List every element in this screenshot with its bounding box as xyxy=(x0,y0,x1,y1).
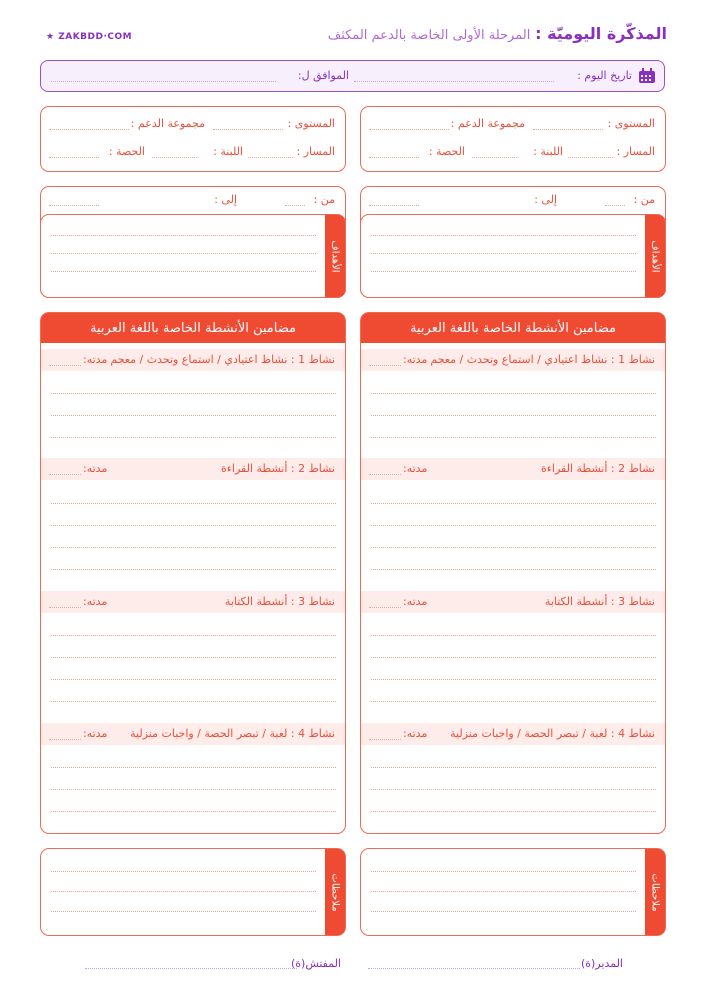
duration-line[interactable] xyxy=(369,739,401,740)
activity-line[interactable] xyxy=(51,525,336,526)
activity-line[interactable] xyxy=(371,503,656,504)
track-label: المسار : xyxy=(296,145,335,158)
duration-line[interactable] xyxy=(369,474,401,475)
goals-line[interactable] xyxy=(371,235,636,236)
activity-line[interactable] xyxy=(371,767,656,768)
goals-line[interactable] xyxy=(51,271,316,272)
to-line[interactable] xyxy=(49,205,99,206)
activity-line[interactable] xyxy=(51,657,336,658)
duration-label: مدته: xyxy=(403,462,428,475)
info-box-right xyxy=(360,106,666,172)
goals-box-left xyxy=(40,186,346,298)
activity-line[interactable] xyxy=(51,547,336,548)
activities-box-right xyxy=(360,312,666,834)
activity-line[interactable] xyxy=(371,415,656,416)
inspector-signature-line[interactable] xyxy=(85,968,297,969)
date-label: تاريخ اليوم : xyxy=(577,69,632,82)
activity-line[interactable] xyxy=(371,393,656,394)
page-title xyxy=(328,24,667,43)
director-label: المدير(ة) xyxy=(580,957,623,970)
from-line[interactable] xyxy=(605,205,625,206)
info-box-left xyxy=(40,106,346,172)
from-label: من : xyxy=(313,193,335,206)
director-signature-line[interactable] xyxy=(368,968,580,969)
corresponding-line[interactable] xyxy=(51,81,276,82)
activity-label: نشاط 3 : أنشطة الكتابة xyxy=(544,595,655,608)
goals-line[interactable] xyxy=(51,253,316,254)
notes-line[interactable] xyxy=(51,891,316,892)
duration-label: مدته: xyxy=(83,462,108,475)
support-group-label: مجموعة الدعم : xyxy=(450,117,525,130)
activity-line[interactable] xyxy=(51,393,336,394)
calendar-icon xyxy=(638,68,656,84)
notes-box-right xyxy=(360,848,666,936)
date-bar xyxy=(40,60,665,92)
goals-area xyxy=(40,214,346,298)
to-label: إلى : xyxy=(214,193,237,206)
activity-line[interactable] xyxy=(51,811,336,812)
level-line[interactable] xyxy=(213,129,283,130)
notes-line[interactable] xyxy=(371,871,636,872)
goals-line[interactable] xyxy=(371,253,636,254)
support-group-line[interactable] xyxy=(49,129,129,130)
notes-box-left xyxy=(40,848,346,936)
session-line[interactable] xyxy=(49,157,99,158)
goals-box-right xyxy=(360,186,666,298)
notes-tab: ملاحظات xyxy=(325,849,345,935)
activity-line[interactable] xyxy=(371,811,656,812)
duration-line[interactable] xyxy=(49,607,81,608)
activities-box-left xyxy=(40,312,346,834)
activities-header: مضامين الأنشطة الخاصة باللغة العربية xyxy=(361,313,665,343)
notes-tab: ملاحظات xyxy=(645,849,665,935)
support-group-line[interactable] xyxy=(369,129,449,130)
level-label: المستوى : xyxy=(287,117,335,130)
activity-line[interactable] xyxy=(51,503,336,504)
activity-line[interactable] xyxy=(371,657,656,658)
from-label: من : xyxy=(633,193,655,206)
activity-line[interactable] xyxy=(371,569,656,570)
session-line[interactable] xyxy=(369,157,419,158)
activity-line[interactable] xyxy=(51,569,336,570)
notes-line[interactable] xyxy=(371,891,636,892)
notes-line[interactable] xyxy=(51,911,316,912)
brick-label: اللبنة : xyxy=(533,145,563,158)
activity-label: نشاط 1 : نشاط اعتيادي / استماع وتحدث / معجم xyxy=(110,353,335,366)
support-group-label: مجموعة الدعم : xyxy=(130,117,205,130)
to-line[interactable] xyxy=(369,205,419,206)
duration-label: مدته: xyxy=(403,595,428,608)
activity-line[interactable] xyxy=(51,415,336,416)
activity-line[interactable] xyxy=(371,635,656,636)
notes-line[interactable] xyxy=(371,911,636,912)
activity-label: نشاط 4 : لعبة / تبصر الحصة / واجبات منزلية xyxy=(130,727,335,740)
brick-line[interactable] xyxy=(472,157,517,158)
brick-label: اللبنة : xyxy=(213,145,243,158)
title-bold: المذكّرة اليوميّة : xyxy=(535,24,667,43)
notes-line[interactable] xyxy=(51,871,316,872)
track-line[interactable] xyxy=(248,157,293,158)
title-sub: المرحلة الأولى الخاصة بالدعم المكثف xyxy=(327,28,531,43)
track-line[interactable] xyxy=(568,157,613,158)
activities-header: مضامين الأنشطة الخاصة باللغة العربية xyxy=(41,313,345,343)
duration-line[interactable] xyxy=(49,739,81,740)
duration-label: مدته: xyxy=(83,727,108,740)
level-line[interactable] xyxy=(533,129,603,130)
activity-line[interactable] xyxy=(51,701,336,702)
activity-line[interactable] xyxy=(371,679,656,680)
activity-line[interactable] xyxy=(371,789,656,790)
goals-tab: الأهداف xyxy=(645,215,665,297)
session-label: الحصة : xyxy=(428,145,465,158)
goals-line[interactable] xyxy=(51,235,316,236)
activity-line[interactable] xyxy=(51,437,336,438)
goals-tab: الأهداف xyxy=(325,215,345,297)
duration-label: مدته: xyxy=(403,353,428,366)
activity-line[interactable] xyxy=(51,767,336,768)
activity-line[interactable] xyxy=(51,679,336,680)
duration-line[interactable] xyxy=(49,474,81,475)
inspector-label: المفتش(ة) xyxy=(290,957,341,970)
activity-line[interactable] xyxy=(371,701,656,702)
activity-line[interactable] xyxy=(371,547,656,548)
activity-label: نشاط 3 : أنشطة الكتابة xyxy=(224,595,335,608)
duration-line[interactable] xyxy=(49,365,81,366)
goals-area xyxy=(360,214,666,298)
session-label: الحصة : xyxy=(108,145,145,158)
goals-line[interactable] xyxy=(371,271,636,272)
level-label: المستوى : xyxy=(607,117,655,130)
track-label: المسار : xyxy=(616,145,655,158)
site-brand: ★ ZAKBDD·COM xyxy=(46,32,133,42)
brick-line[interactable] xyxy=(152,157,197,158)
duration-label: مدته: xyxy=(83,595,108,608)
activity-line[interactable] xyxy=(371,437,656,438)
from-line[interactable] xyxy=(285,205,305,206)
activity-label: نشاط 2 : أنشطة القراءة xyxy=(221,462,335,475)
duration-label: مدته: xyxy=(83,353,108,366)
to-label: إلى : xyxy=(534,193,557,206)
duration-label: مدته: xyxy=(403,727,428,740)
activity-label: نشاط 1 : نشاط اعتيادي / استماع وتحدث / معجم xyxy=(430,353,655,366)
activity-line[interactable] xyxy=(371,525,656,526)
activity-line[interactable] xyxy=(51,789,336,790)
duration-line[interactable] xyxy=(369,365,401,366)
activity-label: نشاط 2 : أنشطة القراءة xyxy=(541,462,655,475)
activity-label: نشاط 4 : لعبة / تبصر الحصة / واجبات منزلية xyxy=(450,727,655,740)
activity-line[interactable] xyxy=(51,635,336,636)
corresponding-label: الموافق ل: xyxy=(297,69,349,82)
duration-line[interactable] xyxy=(369,607,401,608)
star-icon: ★ xyxy=(46,32,55,42)
date-line[interactable] xyxy=(354,81,554,82)
